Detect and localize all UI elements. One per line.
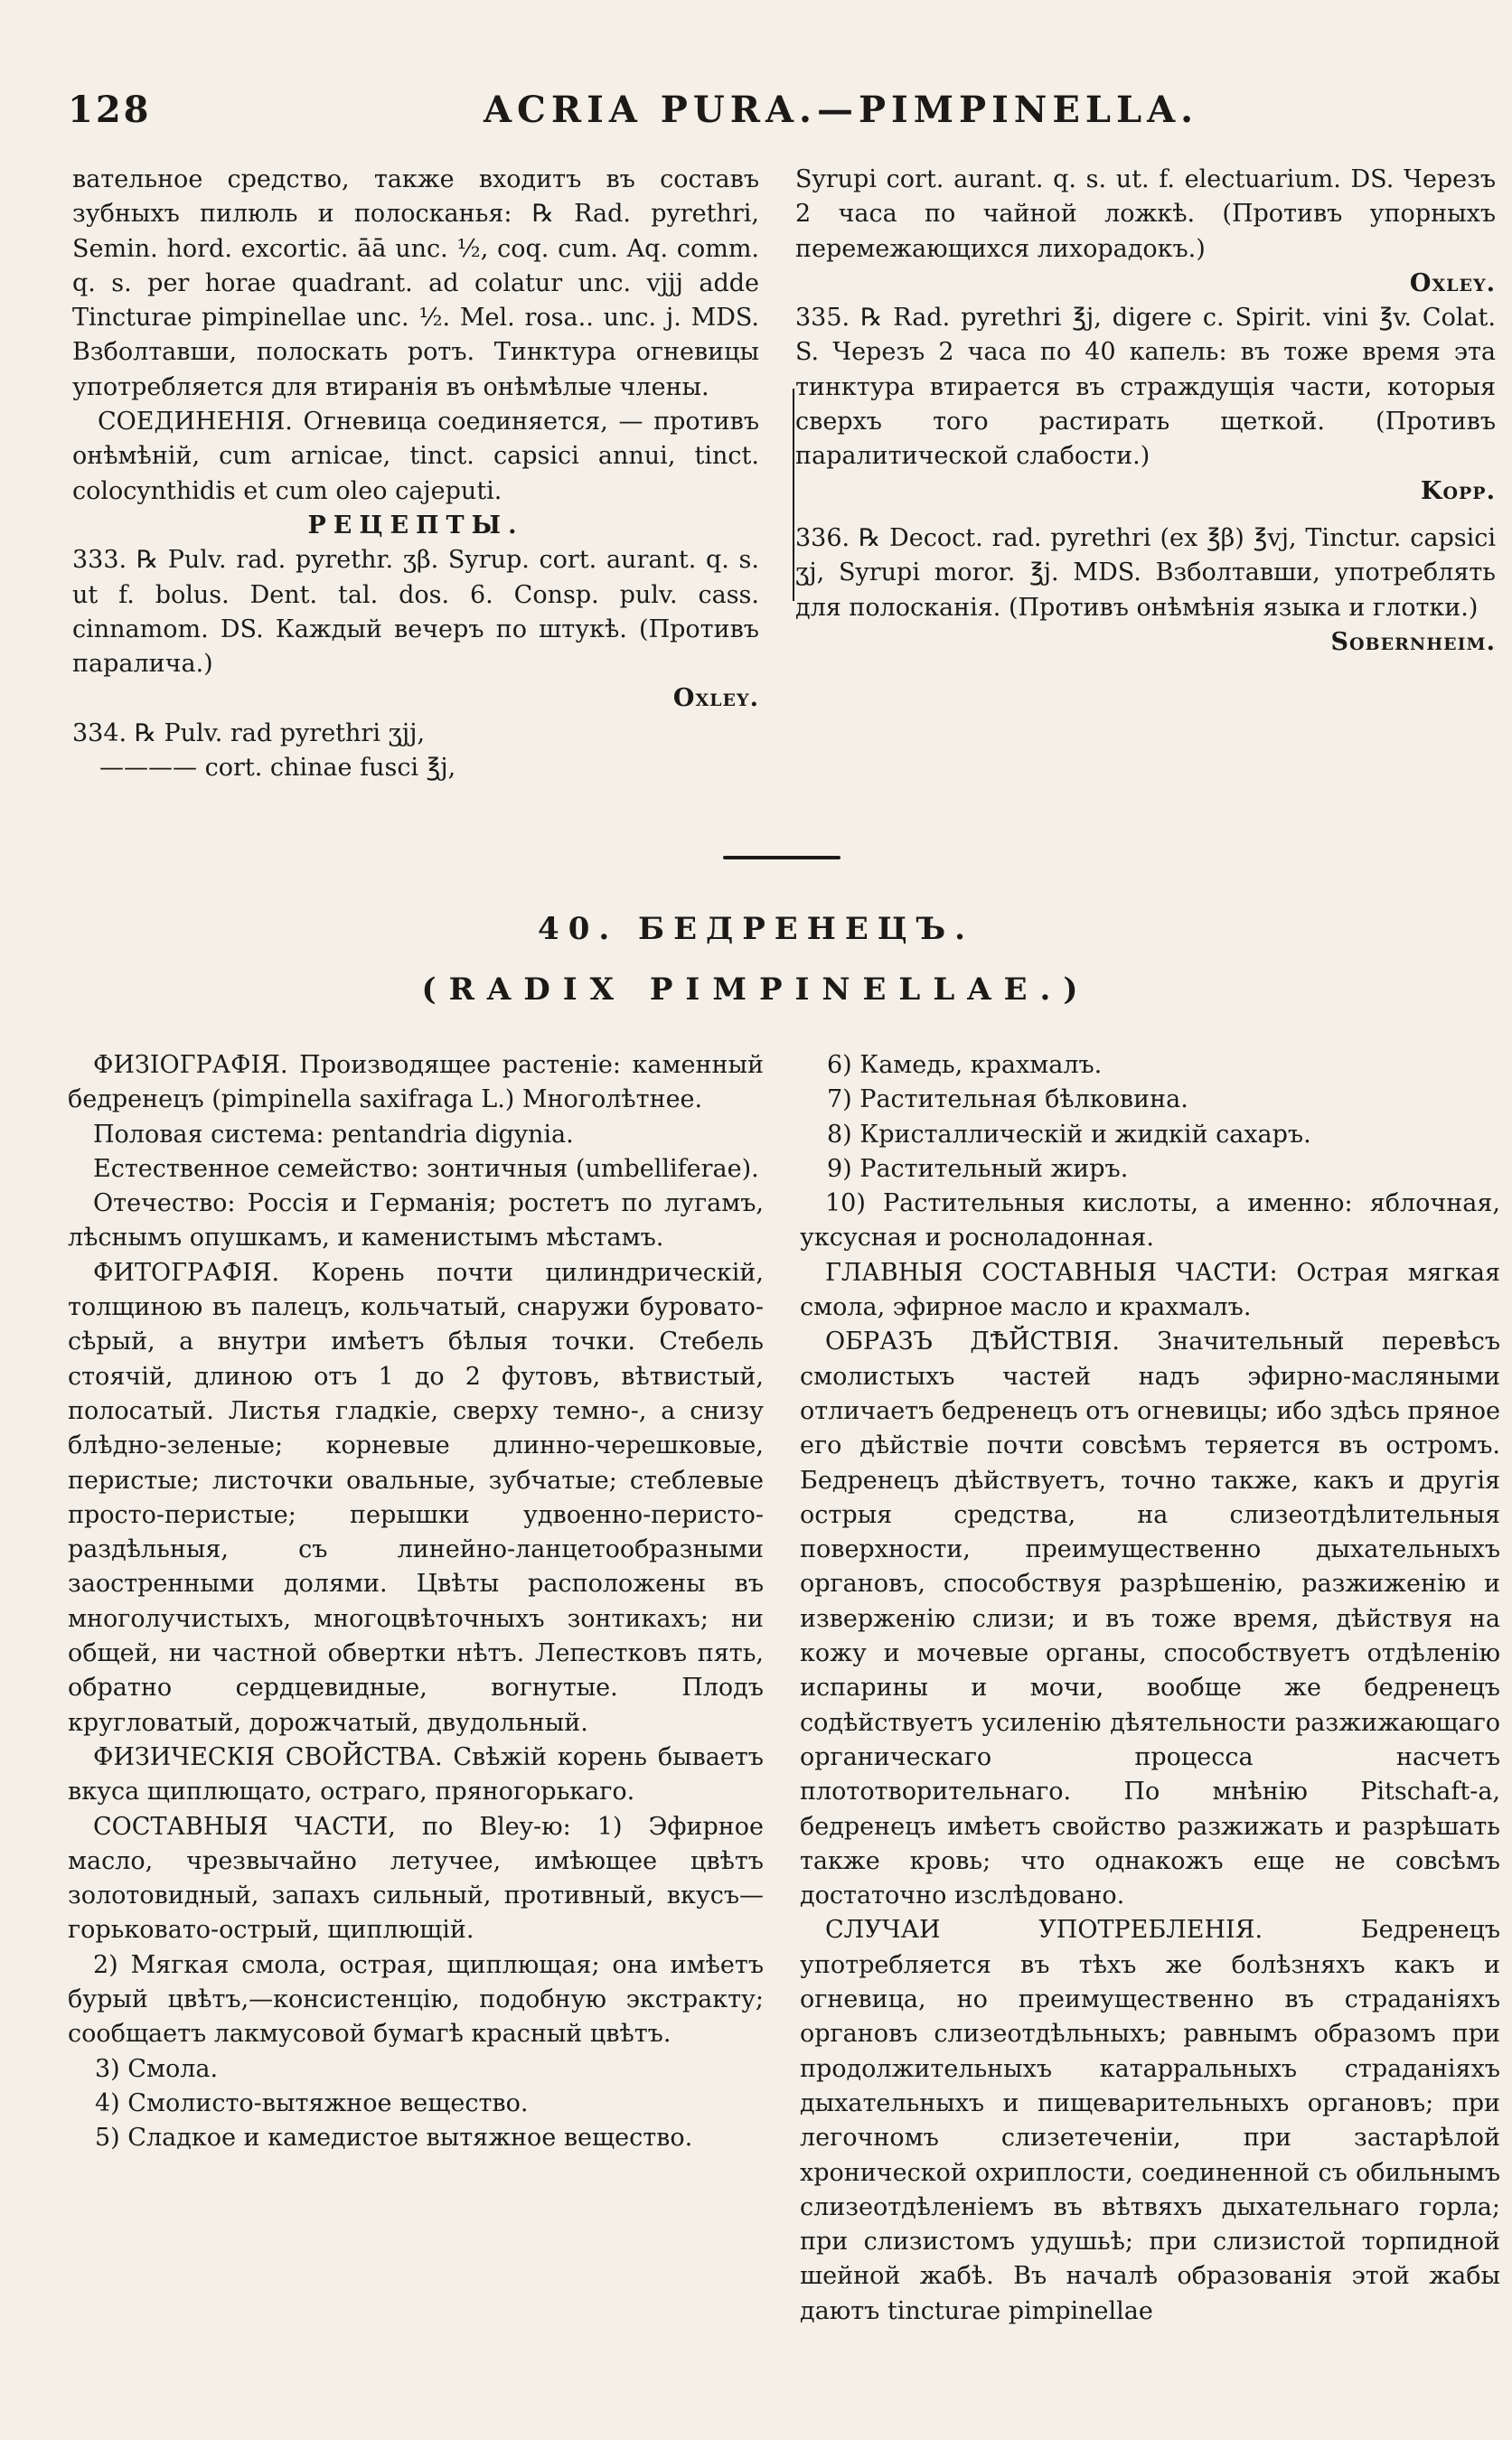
bottom-left-column [68, 1048, 764, 2422]
main-constituents-paragraph: ГЛАВНЫЯ СОСТАВНЫЯ ЧАСТИ: Острая мягкая смола, эфирное масло и крахмалъ. [800, 1258, 1500, 1322]
homeland-paragraph: Отечество: Россія и Германія; ростетъ по лугамъ, лѣснымъ опушкамъ, и каменистымъ мѣстамъ. [68, 1189, 764, 1253]
phytography-paragraph: ФИТОГРАФІЯ. Корень почти цилиндрическій, толщиною въ палецъ, кольчатый, снаружи буровато-сѣрый, а внутри имѣетъ бѣлыя точки. Стебель стоячій, длиною отъ 1 до 2 футовъ, вѣтвистый, полосатый. Листья гладкіе, сверху темно-, а снизу блѣдно-зеленые; корневые длинно-черешковые, перистые; листочки овальные, зубчатые; стеблевые просто-перистые; перышки удвоенно-перисто-раздѣльныя, съ линейно-ланцетообразными заостренными долями. Цвѣты расположены въ многолучистыхъ, многоцвѣточныхъ зонтикахъ; ни общей, ни частной обвертки нѣтъ. Лепестковъ пять, обратно сердцевидные, вогнутые. Плодъ кругловатый, дорожчатый, двудольный. [68, 1258, 764, 1737]
recipe-336-author: Sobernheim. [1330, 627, 1496, 656]
section-divider [723, 856, 841, 859]
constituent-3: 3) Смола. [95, 2054, 219, 2083]
recipe-333: 333. ℞ Pulv. rad. pyrethr. ʒβ. Syrup. cort. aurant. q. s. ut f. bolus. Dent. tal. dos. 6. Consp. pulv. cass. cinnamom. DS. Каждый вечеръ по штукѣ. (Противъ паралича.) [72, 546, 759, 679]
recipes-heading: РЕЦЕПТЫ. [307, 511, 524, 540]
recipe-335: 335. ℞ Rad. pyrethri ℥j, digere c. Spirit. vini ℥v. Colat. S. Черезъ 2 часа по 40 капель: въ тоже время эта тинктура втирается въ страждущія части, которыя сверхъ того растирать щеткой. (Противъ паралитической слабости.) [795, 304, 1496, 471]
recipe-336: 336. ℞ Decoct. rad. pyrethri (ex ℥β) ℥vj, Tinctur. capsici ʒj, Syrupi moror. ℥j. MDS. Взболтавши, употреблять для полосканія. (Противъ онѣмѣнія языка и глотки.) [795, 523, 1496, 622]
bottom-right-column [800, 1048, 1500, 2422]
constituent-5: 5) Сладкое и камедистое вытяжное вещество. [95, 2124, 693, 2153]
recipe-334-line-1: 334. ℞ Pulv. rad pyrethri ʒjj, [72, 718, 426, 747]
top-left-column [72, 163, 759, 849]
top-right-column [795, 163, 1496, 849]
natural-family-paragraph: Естественное семейство: зонтичныя (umbelliferae). [93, 1154, 759, 1183]
combinations-paragraph: СОЕДИНЕНІЯ. Огневица соединяется, — противъ онѣмѣній, cum arnicae, tinct. capsici annui, tinct. colocynthidis et cum oleo cajeputi. [72, 408, 759, 505]
constituent-2: 2) Мягкая смола, острая, щиплющая; она имѣетъ бурый цвѣтъ,—консистенцію, подобную экстракту; сообщаетъ лакмусовой бумагѣ красный цвѣтъ. [68, 1950, 764, 2049]
constituent-8: 8) Кристаллическій и жидкій сахаръ. [827, 1120, 1311, 1149]
section-title: 40. БЕДРЕНЕЦЪ. [538, 911, 974, 947]
running-header [68, 89, 1496, 143]
recipe-334-continued: Syrupi cort. aurant. q. s. ut. f. electuarium. DS. Черезъ 2 часа по чайной ложкѣ. (Противъ упорныхъ перемежающихся лихорадокъ.) [795, 165, 1496, 263]
mode-of-action-paragraph: ОБРАЗЪ ДѢЙСТВІЯ. Значительный перевѣсъ смолистыхъ частей надъ эфирно-масляными отличаетъ бедренецъ отъ огневицы; ибо здѣсь пряное его дѣйствіе почти совсѣмъ теряется въ остромъ. Бедренецъ дѣйствуетъ, точно также, какъ и другія острыя средства, на слизеотдѣлительныя поверхности, преимущественно дыхательныхъ органовъ, способствуя разрѣшенію, разжиженію и изверженію слизи; и въ тоже время, дѣйствуя на кожу и мочевые органы, способствуетъ отдѣленію испарины и мочи, вообще же бедренецъ содѣйствуетъ усиленію дѣятельности разжижающаго органическаго процесса насчетъ плототворительнаго. По мнѣнію Pitschaft-а, бедренецъ имѣетъ свойство разжижать и разрѣшать также кровь; что однакожъ еще не совсѣмъ достаточно изслѣдовано. [800, 1328, 1500, 1910]
recipe-334-line-2: ———— cort. chinae fusci ℥j, [99, 754, 456, 783]
page-number: 128 [68, 89, 152, 131]
constituent-7: 7) Растительная бѣлковина. [827, 1085, 1188, 1114]
section-subtitle: (RADIX PIMPINELLAE.) [421, 971, 1091, 1008]
recipe-334-author: Oxley. [1409, 268, 1496, 297]
sexual-system-paragraph: Половая система: pentandria digynia. [93, 1120, 574, 1149]
recipe-335-author: Kopp. [1421, 476, 1496, 505]
running-title: ACRIA PURA.—PIMPINELLA. [484, 89, 1199, 131]
constituent-6: 6) Камедь, крахмалъ. [827, 1051, 1103, 1079]
physiography-paragraph: ФИЗІОГРАФІЯ. Производящее растеніе: каменный бедренецъ (pimpinella saxifraga L.) Многолѣтнее. [68, 1051, 764, 1114]
constituent-9: 9) Растительный жиръ. [827, 1154, 1129, 1183]
constituent-10: 10) Растительныя кислоты, а именно: яблочная, уксусная и росноладонная. [800, 1189, 1500, 1253]
continued-paragraph: вательное средство, также входитъ въ составъ зубныхъ пилюль и полосканья: ℞ Rad. pyrethri, Semin. hord. excortic. āā unc. ½, coq. cum. Aq. comm. q. s. per horae quadrant. ad colatur unc. vjjj adde Tincturae pimpinellae unc. ½. Mel. rosa.. unc. j. MDS. Взболтавши, полоскать ротъ. Тинктура огневицы употребляется для втиранія въ онѣмѣлые члены. [72, 165, 759, 401]
recipe-333-author: Oxley. [672, 684, 759, 713]
constituent-4: 4) Смолисто-вытяжное вещество. [95, 2088, 529, 2117]
physical-properties-paragraph: ФИЗИЧЕСКІЯ СВОЙСТВА. Свѣжій корень бываетъ вкуса щиплющато, остраго, пряногорькаго. [68, 1742, 764, 1807]
constituents-paragraph: СОСТАВНЫЯ ЧАСТИ, по Bley-ю: 1) Эфирное масло, чрезвычайно летучее, имѣющее цвѣтъ золотовидный, запахъ сильный, противный, вкусъ—горьковато-острый, щиплющій. [68, 1812, 764, 1945]
indications-paragraph: СЛУЧАИ УПОТРЕБЛЕНІЯ. Бедренецъ употребляется въ тѣхъ же болѣзняхъ какъ и огневица, но преимущественно въ страданіяхъ органовъ слизеотдѣльныхъ; равнымъ образомъ при продолжительныхъ катарральныхъ страданіяхъ дыхательныхъ и пищеварительныхъ органовъ; при легочномъ слизетеченіи, при застарѣлой хронической охриплости, соединенной съ обильнымъ слизеотдѣленіемъ въ вѣтвяхъ дыхательнаго горла; при слизистомъ удушьѣ; при слизистой торпидной шейной жабѣ. Въ началѣ образованія этой жабы даютъ tincturae pimpinellae [800, 1916, 1500, 2325]
